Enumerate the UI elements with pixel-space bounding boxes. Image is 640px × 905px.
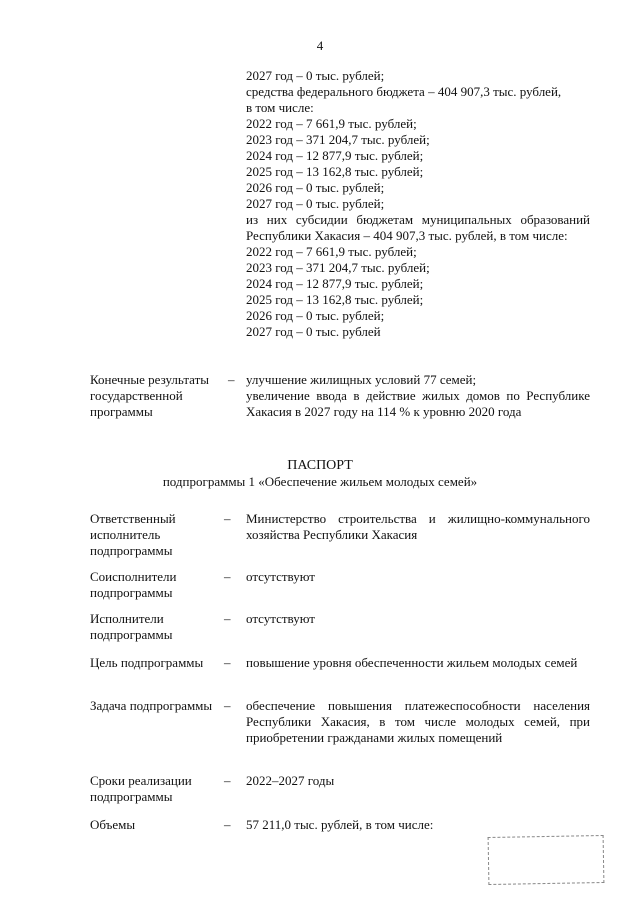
row-co-executors	[90, 569, 590, 601]
document-stamp	[488, 835, 605, 885]
row-dash: –	[224, 569, 231, 584]
row-dash: –	[224, 511, 231, 526]
row-value: повышение уровня обеспеченности жильем молодых семей	[246, 655, 578, 670]
passport-title: ПАСПОРТ	[287, 458, 353, 473]
funding-line: 2022 год – 7 661,9 тыс. рублей;	[246, 116, 417, 131]
funding-line: 2024 год – 12 877,9 тыс. рублей;	[246, 148, 424, 163]
row-value: отсутствуют	[246, 611, 315, 626]
subsidy-line: 2023 год – 371 204,7 тыс. рублей;	[246, 260, 430, 275]
funding-line: средства федерального бюджета – 404 907,3 тыс. рублей,	[246, 84, 562, 99]
row-dash: –	[224, 655, 231, 670]
row-volumes	[90, 817, 590, 833]
funding-line: 2027 год – 0 тыс. рублей;	[246, 196, 385, 211]
row-dash: –	[224, 817, 231, 832]
subsidy-line: 2022 год – 7 661,9 тыс. рублей;	[246, 244, 417, 259]
funding-line: в том числе:	[246, 100, 314, 115]
row-value: 2022–2027 годы	[246, 773, 335, 788]
row-dash: –	[224, 611, 231, 626]
row-label: Цель подпрограммы	[90, 655, 204, 670]
row-label: Ответственный исполнитель подпрограммы	[90, 511, 176, 558]
row-dash: –	[224, 698, 231, 713]
funding-line: 2025 год – 13 162,8 тыс. рублей;	[246, 164, 424, 179]
page-number: 4	[316, 38, 324, 53]
row-value: 57 211,0 тыс. рублей, в том числе:	[246, 817, 434, 832]
row-label: Соисполнители подпрограммы	[90, 569, 177, 600]
final-results-row	[90, 372, 590, 420]
row-responsible-executor	[90, 511, 590, 559]
subsidy-line: 2024 год – 12 877,9 тыс. рублей;	[246, 276, 424, 291]
row-value: отсутствуют	[246, 569, 315, 584]
funding-line: 2026 год – 0 тыс. рублей;	[246, 180, 385, 195]
row-dash: –	[228, 372, 235, 387]
row-label: Сроки реализации подпрограммы	[90, 773, 192, 804]
funding-line: 2023 год – 371 204,7 тыс. рублей;	[246, 132, 430, 147]
subsidy-line: 2025 год – 13 162,8 тыс. рублей;	[246, 292, 424, 307]
passport-subtitle: подпрограммы 1 «Обеспечение жильем молодых семей»	[162, 474, 478, 489]
row-value: обеспечение повышения платежеспособности населения Республики Хакасия, в том числе молодых семей, при приобретении гражданами жилых помещений	[246, 698, 590, 745]
row-timeframe	[90, 773, 590, 805]
row-label: Объемы	[90, 817, 136, 832]
row-task	[90, 698, 590, 746]
subsidy-text: из них субсидии бюджетам муниципальных образований Республики Хакасия – 404 907,3 тыс. рублей, в том числе:	[246, 212, 590, 243]
final-results-value-1: улучшение жилищных условий 77 семей;	[246, 372, 477, 387]
row-label: Задача подпрограммы	[90, 698, 213, 713]
row-value: Министерство строительства и жилищно-коммунального хозяйства Республики Хакасия	[246, 511, 590, 542]
row-executors	[90, 611, 590, 643]
subsidy-line: 2026 год – 0 тыс. рублей;	[246, 308, 385, 323]
final-results-value-2: увеличение ввода в действие жилых домов по Республике Хакасия в 2027 году на 114 % к уровню 2020 года	[246, 388, 590, 419]
final-results-value	[246, 372, 590, 420]
funding-line: 2027 год – 0 тыс. рублей;	[246, 68, 385, 83]
passport-heading	[0, 458, 640, 490]
row-label: Исполнители подпрограммы	[90, 611, 173, 642]
final-results-label: Конечные результаты государственной программы	[90, 372, 210, 419]
subsidy-line: 2027 год – 0 тыс. рублей	[246, 324, 381, 339]
row-dash: –	[224, 773, 231, 788]
funding-block	[246, 68, 590, 340]
row-goal	[90, 655, 590, 671]
